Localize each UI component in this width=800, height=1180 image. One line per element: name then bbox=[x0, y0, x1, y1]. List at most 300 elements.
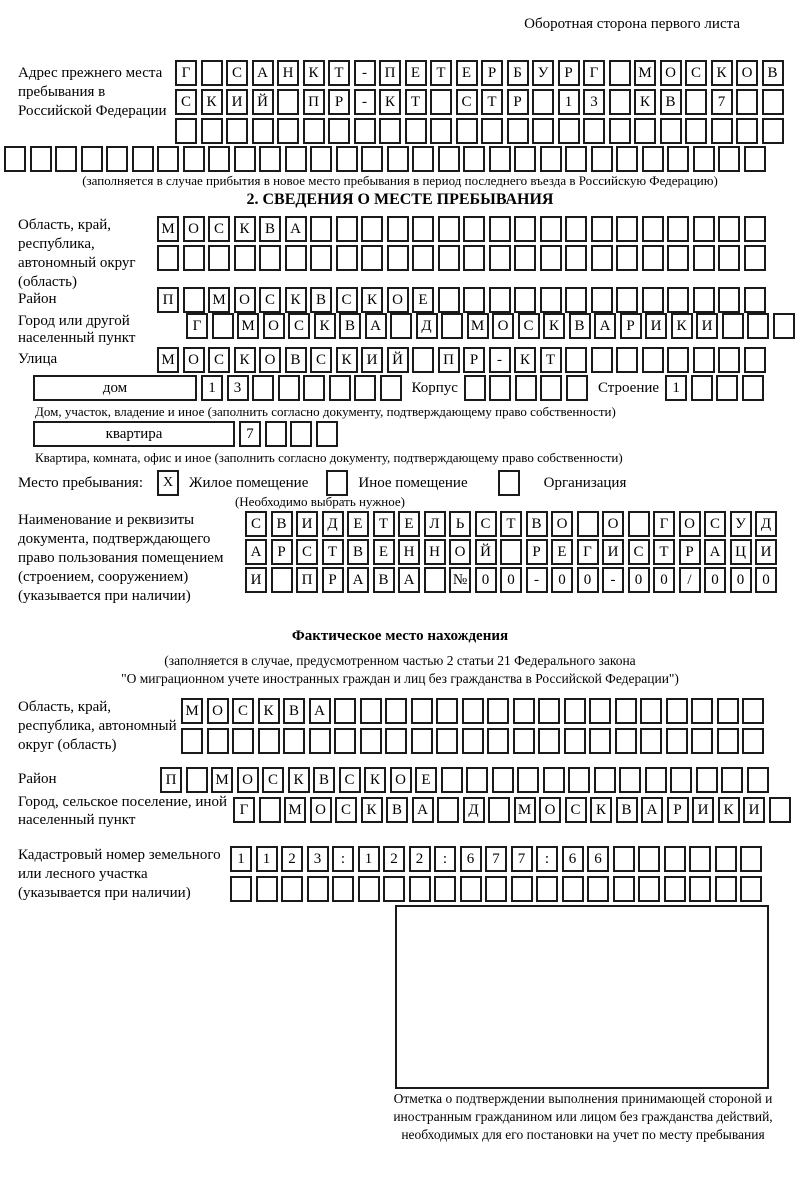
char-box[interactable] bbox=[565, 146, 587, 172]
char-box[interactable] bbox=[667, 287, 689, 313]
char-box[interactable] bbox=[540, 287, 562, 313]
char-box[interactable] bbox=[744, 216, 766, 242]
char-box[interactable]: 3 bbox=[307, 846, 329, 872]
char-box[interactable]: В bbox=[347, 539, 369, 565]
char-box[interactable] bbox=[462, 728, 484, 754]
char-box[interactable] bbox=[259, 797, 281, 823]
char-box[interactable] bbox=[437, 797, 459, 823]
char-box[interactable]: Т bbox=[322, 539, 344, 565]
char-box[interactable] bbox=[558, 118, 580, 144]
char-box[interactable]: С bbox=[704, 511, 726, 537]
char-box[interactable] bbox=[278, 375, 300, 401]
char-box[interactable]: В bbox=[339, 313, 361, 339]
char-box[interactable] bbox=[361, 216, 383, 242]
char-box[interactable] bbox=[609, 118, 631, 144]
char-box[interactable]: Б bbox=[507, 60, 529, 86]
char-box[interactable] bbox=[642, 146, 664, 172]
char-box[interactable]: - bbox=[526, 567, 548, 593]
char-box[interactable] bbox=[485, 876, 507, 902]
char-box[interactable] bbox=[489, 146, 511, 172]
char-box[interactable] bbox=[438, 146, 460, 172]
char-box[interactable] bbox=[517, 767, 539, 793]
char-box[interactable] bbox=[390, 313, 412, 339]
char-box[interactable] bbox=[693, 347, 715, 373]
char-box[interactable]: С bbox=[475, 511, 497, 537]
char-box[interactable]: 7 bbox=[711, 89, 733, 115]
char-box[interactable]: В bbox=[283, 698, 305, 724]
char-box[interactable] bbox=[412, 146, 434, 172]
char-box[interactable] bbox=[290, 421, 312, 447]
char-box[interactable] bbox=[583, 118, 605, 144]
char-box[interactable] bbox=[514, 245, 536, 271]
checkbox-other-premises[interactable] bbox=[326, 470, 348, 496]
char-box[interactable]: К bbox=[514, 347, 536, 373]
char-box[interactable]: В bbox=[386, 797, 408, 823]
char-box[interactable]: А bbox=[398, 567, 420, 593]
char-box[interactable] bbox=[258, 728, 280, 754]
char-box[interactable]: А bbox=[641, 797, 663, 823]
char-box[interactable] bbox=[430, 118, 452, 144]
char-box[interactable]: О bbox=[390, 767, 412, 793]
char-box[interactable] bbox=[736, 89, 758, 115]
char-box[interactable]: О bbox=[263, 313, 285, 339]
char-box[interactable] bbox=[361, 146, 383, 172]
char-box[interactable] bbox=[538, 728, 560, 754]
char-box[interactable]: К bbox=[543, 313, 565, 339]
char-box[interactable]: 6 bbox=[460, 846, 482, 872]
char-box[interactable] bbox=[212, 313, 234, 339]
char-box[interactable] bbox=[380, 375, 402, 401]
char-box[interactable]: 2 bbox=[383, 846, 405, 872]
char-box[interactable]: А bbox=[347, 567, 369, 593]
char-box[interactable]: Р bbox=[463, 347, 485, 373]
char-box[interactable] bbox=[492, 767, 514, 793]
char-box[interactable] bbox=[587, 876, 609, 902]
char-box[interactable] bbox=[466, 767, 488, 793]
char-box[interactable] bbox=[667, 146, 689, 172]
char-box[interactable]: Т bbox=[481, 89, 503, 115]
char-box[interactable]: О bbox=[234, 287, 256, 313]
char-box[interactable]: С bbox=[518, 313, 540, 339]
char-box[interactable] bbox=[436, 698, 458, 724]
char-box[interactable] bbox=[336, 245, 358, 271]
char-box[interactable]: П bbox=[438, 347, 460, 373]
char-box[interactable] bbox=[336, 216, 358, 242]
char-box[interactable] bbox=[642, 347, 664, 373]
char-box[interactable]: К bbox=[258, 698, 280, 724]
char-box[interactable]: 1 bbox=[230, 846, 252, 872]
char-box[interactable]: Г bbox=[577, 539, 599, 565]
char-box[interactable] bbox=[664, 846, 686, 872]
char-box[interactable] bbox=[438, 287, 460, 313]
char-box[interactable] bbox=[532, 89, 554, 115]
char-box[interactable]: Й bbox=[387, 347, 409, 373]
char-box[interactable] bbox=[514, 216, 536, 242]
char-box[interactable] bbox=[354, 375, 376, 401]
char-box[interactable]: С bbox=[208, 347, 230, 373]
char-box[interactable]: К bbox=[234, 347, 256, 373]
char-box[interactable] bbox=[762, 89, 784, 115]
char-box[interactable] bbox=[638, 876, 660, 902]
char-box[interactable]: К bbox=[285, 287, 307, 313]
char-box[interactable]: 0 bbox=[704, 567, 726, 593]
char-box[interactable]: В bbox=[660, 89, 682, 115]
char-box[interactable] bbox=[664, 876, 686, 902]
char-box[interactable] bbox=[441, 767, 463, 793]
char-box[interactable]: О bbox=[492, 313, 514, 339]
char-box[interactable] bbox=[513, 728, 535, 754]
char-box[interactable] bbox=[717, 698, 739, 724]
char-box[interactable]: 0 bbox=[551, 567, 573, 593]
char-box[interactable] bbox=[234, 146, 256, 172]
char-box[interactable]: К bbox=[361, 287, 383, 313]
char-box[interactable] bbox=[310, 245, 332, 271]
char-box[interactable] bbox=[693, 216, 715, 242]
char-box[interactable] bbox=[106, 146, 128, 172]
char-box[interactable]: М bbox=[237, 313, 259, 339]
char-box[interactable] bbox=[360, 698, 382, 724]
char-box[interactable]: 0 bbox=[730, 567, 752, 593]
char-box[interactable]: Д bbox=[322, 511, 344, 537]
char-box[interactable]: В bbox=[526, 511, 548, 537]
char-box[interactable] bbox=[740, 876, 762, 902]
char-box[interactable] bbox=[613, 876, 635, 902]
char-box[interactable]: Р bbox=[679, 539, 701, 565]
char-box[interactable]: П bbox=[160, 767, 182, 793]
char-box[interactable]: Р bbox=[526, 539, 548, 565]
char-box[interactable] bbox=[717, 728, 739, 754]
char-box[interactable] bbox=[285, 245, 307, 271]
char-box[interactable] bbox=[540, 216, 562, 242]
char-box[interactable] bbox=[667, 216, 689, 242]
char-box[interactable] bbox=[513, 698, 535, 724]
char-box[interactable]: 0 bbox=[628, 567, 650, 593]
char-box[interactable]: А bbox=[309, 698, 331, 724]
char-box[interactable]: Д bbox=[416, 313, 438, 339]
char-box[interactable] bbox=[565, 245, 587, 271]
char-box[interactable]: Г bbox=[583, 60, 605, 86]
char-box[interactable] bbox=[691, 375, 713, 401]
char-box[interactable]: : bbox=[536, 846, 558, 872]
char-box[interactable] bbox=[489, 287, 511, 313]
char-box[interactable] bbox=[303, 118, 325, 144]
char-box[interactable]: О bbox=[679, 511, 701, 537]
char-box[interactable]: М bbox=[284, 797, 306, 823]
char-box[interactable] bbox=[616, 245, 638, 271]
char-box[interactable] bbox=[411, 728, 433, 754]
char-box[interactable]: А bbox=[594, 313, 616, 339]
char-box[interactable] bbox=[285, 146, 307, 172]
char-box[interactable]: Г bbox=[186, 313, 208, 339]
char-box[interactable] bbox=[591, 287, 613, 313]
char-box[interactable] bbox=[721, 767, 743, 793]
char-box[interactable]: О bbox=[183, 216, 205, 242]
checkbox-residential[interactable]: X bbox=[157, 470, 179, 496]
char-box[interactable]: А bbox=[252, 60, 274, 86]
char-box[interactable] bbox=[615, 698, 637, 724]
char-box[interactable] bbox=[460, 876, 482, 902]
char-box[interactable] bbox=[616, 347, 638, 373]
char-box[interactable]: - bbox=[354, 60, 376, 86]
char-box[interactable] bbox=[667, 347, 689, 373]
char-box[interactable]: И bbox=[361, 347, 383, 373]
char-box[interactable] bbox=[412, 347, 434, 373]
char-box[interactable] bbox=[481, 118, 503, 144]
char-box[interactable] bbox=[336, 146, 358, 172]
char-box[interactable]: Р bbox=[667, 797, 689, 823]
char-box[interactable]: М bbox=[634, 60, 656, 86]
char-box[interactable]: К bbox=[303, 60, 325, 86]
char-box[interactable] bbox=[740, 846, 762, 872]
char-box[interactable]: 2 bbox=[409, 846, 431, 872]
char-box[interactable]: 6 bbox=[562, 846, 584, 872]
char-box[interactable]: Е bbox=[398, 511, 420, 537]
char-box[interactable]: С bbox=[288, 313, 310, 339]
char-box[interactable] bbox=[718, 216, 740, 242]
char-box[interactable] bbox=[489, 245, 511, 271]
char-box[interactable]: 7 bbox=[239, 421, 261, 447]
char-box[interactable] bbox=[616, 146, 638, 172]
char-box[interactable] bbox=[711, 118, 733, 144]
char-box[interactable]: К bbox=[634, 89, 656, 115]
char-box[interactable]: О bbox=[551, 511, 573, 537]
char-box[interactable] bbox=[722, 313, 744, 339]
checkbox-organization[interactable] bbox=[498, 470, 520, 496]
char-box[interactable] bbox=[310, 146, 332, 172]
char-box[interactable]: Р bbox=[322, 567, 344, 593]
char-box[interactable] bbox=[316, 421, 338, 447]
char-box[interactable] bbox=[181, 728, 203, 754]
char-box[interactable] bbox=[334, 728, 356, 754]
char-box[interactable] bbox=[507, 118, 529, 144]
char-box[interactable] bbox=[640, 698, 662, 724]
char-box[interactable] bbox=[564, 728, 586, 754]
char-box[interactable]: П bbox=[157, 287, 179, 313]
char-box[interactable] bbox=[463, 216, 485, 242]
char-box[interactable] bbox=[379, 118, 401, 144]
char-box[interactable] bbox=[642, 216, 664, 242]
char-box[interactable]: С bbox=[226, 60, 248, 86]
char-box[interactable]: Д bbox=[755, 511, 777, 537]
char-box[interactable]: С bbox=[339, 767, 361, 793]
char-box[interactable] bbox=[456, 118, 478, 144]
char-box[interactable]: Г bbox=[233, 797, 255, 823]
char-box[interactable]: Г bbox=[653, 511, 675, 537]
char-box[interactable] bbox=[609, 60, 631, 86]
char-box[interactable] bbox=[696, 767, 718, 793]
char-box[interactable]: К bbox=[361, 797, 383, 823]
char-box[interactable] bbox=[689, 876, 711, 902]
char-box[interactable] bbox=[208, 245, 230, 271]
char-box[interactable] bbox=[591, 146, 613, 172]
char-box[interactable] bbox=[773, 313, 795, 339]
char-box[interactable]: Т bbox=[500, 511, 522, 537]
char-box[interactable]: 1 bbox=[665, 375, 687, 401]
char-box[interactable] bbox=[230, 876, 252, 902]
char-box[interactable] bbox=[354, 118, 376, 144]
char-box[interactable]: Е bbox=[373, 539, 395, 565]
char-box[interactable]: А bbox=[412, 797, 434, 823]
char-box[interactable] bbox=[736, 118, 758, 144]
char-box[interactable]: М bbox=[157, 216, 179, 242]
char-box[interactable] bbox=[232, 728, 254, 754]
char-box[interactable]: К bbox=[671, 313, 693, 339]
char-box[interactable] bbox=[744, 146, 766, 172]
char-box[interactable]: Е bbox=[456, 60, 478, 86]
char-box[interactable] bbox=[463, 146, 485, 172]
char-box[interactable]: Л bbox=[424, 511, 446, 537]
char-box[interactable] bbox=[208, 146, 230, 172]
char-box[interactable]: П bbox=[296, 567, 318, 593]
char-box[interactable] bbox=[591, 347, 613, 373]
char-box[interactable]: С bbox=[336, 287, 358, 313]
char-box[interactable] bbox=[385, 698, 407, 724]
char-box[interactable]: С bbox=[685, 60, 707, 86]
char-box[interactable]: Р bbox=[558, 60, 580, 86]
char-box[interactable] bbox=[742, 375, 764, 401]
char-box[interactable] bbox=[361, 245, 383, 271]
char-box[interactable]: В bbox=[310, 287, 332, 313]
char-box[interactable] bbox=[515, 375, 537, 401]
char-box[interactable]: О bbox=[237, 767, 259, 793]
char-box[interactable]: А bbox=[245, 539, 267, 565]
char-box[interactable]: - bbox=[489, 347, 511, 373]
char-box[interactable]: В bbox=[313, 767, 335, 793]
char-box[interactable]: Т bbox=[328, 60, 350, 86]
char-box[interactable]: 7 bbox=[485, 846, 507, 872]
char-box[interactable] bbox=[536, 876, 558, 902]
char-box[interactable] bbox=[157, 245, 179, 271]
char-box[interactable]: Н bbox=[277, 60, 299, 86]
char-box[interactable] bbox=[234, 245, 256, 271]
char-box[interactable]: О bbox=[259, 347, 281, 373]
char-box[interactable]: В bbox=[373, 567, 395, 593]
char-box[interactable] bbox=[252, 375, 274, 401]
char-box[interactable]: И bbox=[645, 313, 667, 339]
char-box[interactable]: К bbox=[234, 216, 256, 242]
char-box[interactable]: Р bbox=[271, 539, 293, 565]
char-box[interactable] bbox=[769, 797, 791, 823]
char-box[interactable] bbox=[577, 511, 599, 537]
char-box[interactable] bbox=[670, 767, 692, 793]
char-box[interactable] bbox=[638, 846, 660, 872]
char-box[interactable]: 6 bbox=[587, 846, 609, 872]
char-box[interactable]: Е bbox=[405, 60, 427, 86]
char-box[interactable] bbox=[259, 245, 281, 271]
char-box[interactable]: 3 bbox=[227, 375, 249, 401]
char-box[interactable]: И bbox=[296, 511, 318, 537]
char-box[interactable]: 0 bbox=[653, 567, 675, 593]
char-box[interactable] bbox=[685, 118, 707, 144]
char-box[interactable]: 1 bbox=[256, 846, 278, 872]
char-box[interactable]: К bbox=[288, 767, 310, 793]
char-box[interactable] bbox=[540, 146, 562, 172]
char-box[interactable]: У bbox=[532, 60, 554, 86]
char-box[interactable]: С bbox=[245, 511, 267, 537]
char-box[interactable]: С bbox=[565, 797, 587, 823]
char-box[interactable]: Т bbox=[430, 60, 452, 86]
char-box[interactable]: О bbox=[387, 287, 409, 313]
char-box[interactable] bbox=[715, 876, 737, 902]
char-box[interactable]: К bbox=[201, 89, 223, 115]
char-box[interactable]: 0 bbox=[755, 567, 777, 593]
char-box[interactable]: К bbox=[379, 89, 401, 115]
char-box[interactable]: / bbox=[679, 567, 701, 593]
char-box[interactable] bbox=[332, 876, 354, 902]
char-box[interactable]: Ь bbox=[449, 511, 471, 537]
char-box[interactable]: К bbox=[314, 313, 336, 339]
char-box[interactable] bbox=[693, 287, 715, 313]
char-box[interactable]: Р bbox=[481, 60, 503, 86]
char-box[interactable] bbox=[30, 146, 52, 172]
char-box[interactable]: О bbox=[539, 797, 561, 823]
char-box[interactable]: У bbox=[730, 511, 752, 537]
char-box[interactable] bbox=[183, 245, 205, 271]
char-box[interactable] bbox=[589, 728, 611, 754]
char-box[interactable] bbox=[201, 118, 223, 144]
char-box[interactable]: 0 bbox=[500, 567, 522, 593]
char-box[interactable] bbox=[744, 287, 766, 313]
char-box[interactable]: О bbox=[602, 511, 624, 537]
char-box[interactable]: А bbox=[365, 313, 387, 339]
char-box[interactable] bbox=[667, 245, 689, 271]
char-box[interactable] bbox=[642, 287, 664, 313]
char-box[interactable]: Й bbox=[252, 89, 274, 115]
char-box[interactable]: И bbox=[743, 797, 765, 823]
char-box[interactable] bbox=[568, 767, 590, 793]
char-box[interactable] bbox=[562, 876, 584, 902]
char-box[interactable]: 0 bbox=[475, 567, 497, 593]
char-box[interactable] bbox=[762, 118, 784, 144]
char-box[interactable] bbox=[265, 421, 287, 447]
char-box[interactable] bbox=[716, 375, 738, 401]
char-box[interactable] bbox=[642, 245, 664, 271]
char-box[interactable]: А bbox=[285, 216, 307, 242]
char-box[interactable]: 3 bbox=[583, 89, 605, 115]
char-box[interactable] bbox=[157, 146, 179, 172]
char-box[interactable] bbox=[256, 876, 278, 902]
char-box[interactable] bbox=[744, 347, 766, 373]
char-box[interactable] bbox=[742, 728, 764, 754]
char-box[interactable]: О bbox=[183, 347, 205, 373]
char-box[interactable] bbox=[358, 876, 380, 902]
char-box[interactable] bbox=[489, 375, 511, 401]
char-box[interactable]: В bbox=[569, 313, 591, 339]
char-box[interactable]: О bbox=[310, 797, 332, 823]
char-box[interactable] bbox=[691, 728, 713, 754]
char-box[interactable] bbox=[281, 876, 303, 902]
char-box[interactable] bbox=[718, 287, 740, 313]
char-box[interactable]: О bbox=[736, 60, 758, 86]
char-box[interactable] bbox=[387, 146, 409, 172]
char-box[interactable]: С bbox=[259, 287, 281, 313]
char-box[interactable] bbox=[565, 216, 587, 242]
char-box[interactable] bbox=[640, 728, 662, 754]
char-box[interactable] bbox=[613, 846, 635, 872]
char-box[interactable] bbox=[564, 698, 586, 724]
char-box[interactable]: П bbox=[303, 89, 325, 115]
char-box[interactable] bbox=[438, 245, 460, 271]
char-box[interactable] bbox=[619, 767, 641, 793]
char-box[interactable]: В bbox=[259, 216, 281, 242]
char-box[interactable] bbox=[511, 876, 533, 902]
char-box[interactable] bbox=[329, 375, 351, 401]
char-box[interactable] bbox=[283, 728, 305, 754]
char-box[interactable] bbox=[718, 245, 740, 271]
char-box[interactable]: Е bbox=[412, 287, 434, 313]
char-box[interactable] bbox=[514, 287, 536, 313]
char-box[interactable] bbox=[514, 146, 536, 172]
